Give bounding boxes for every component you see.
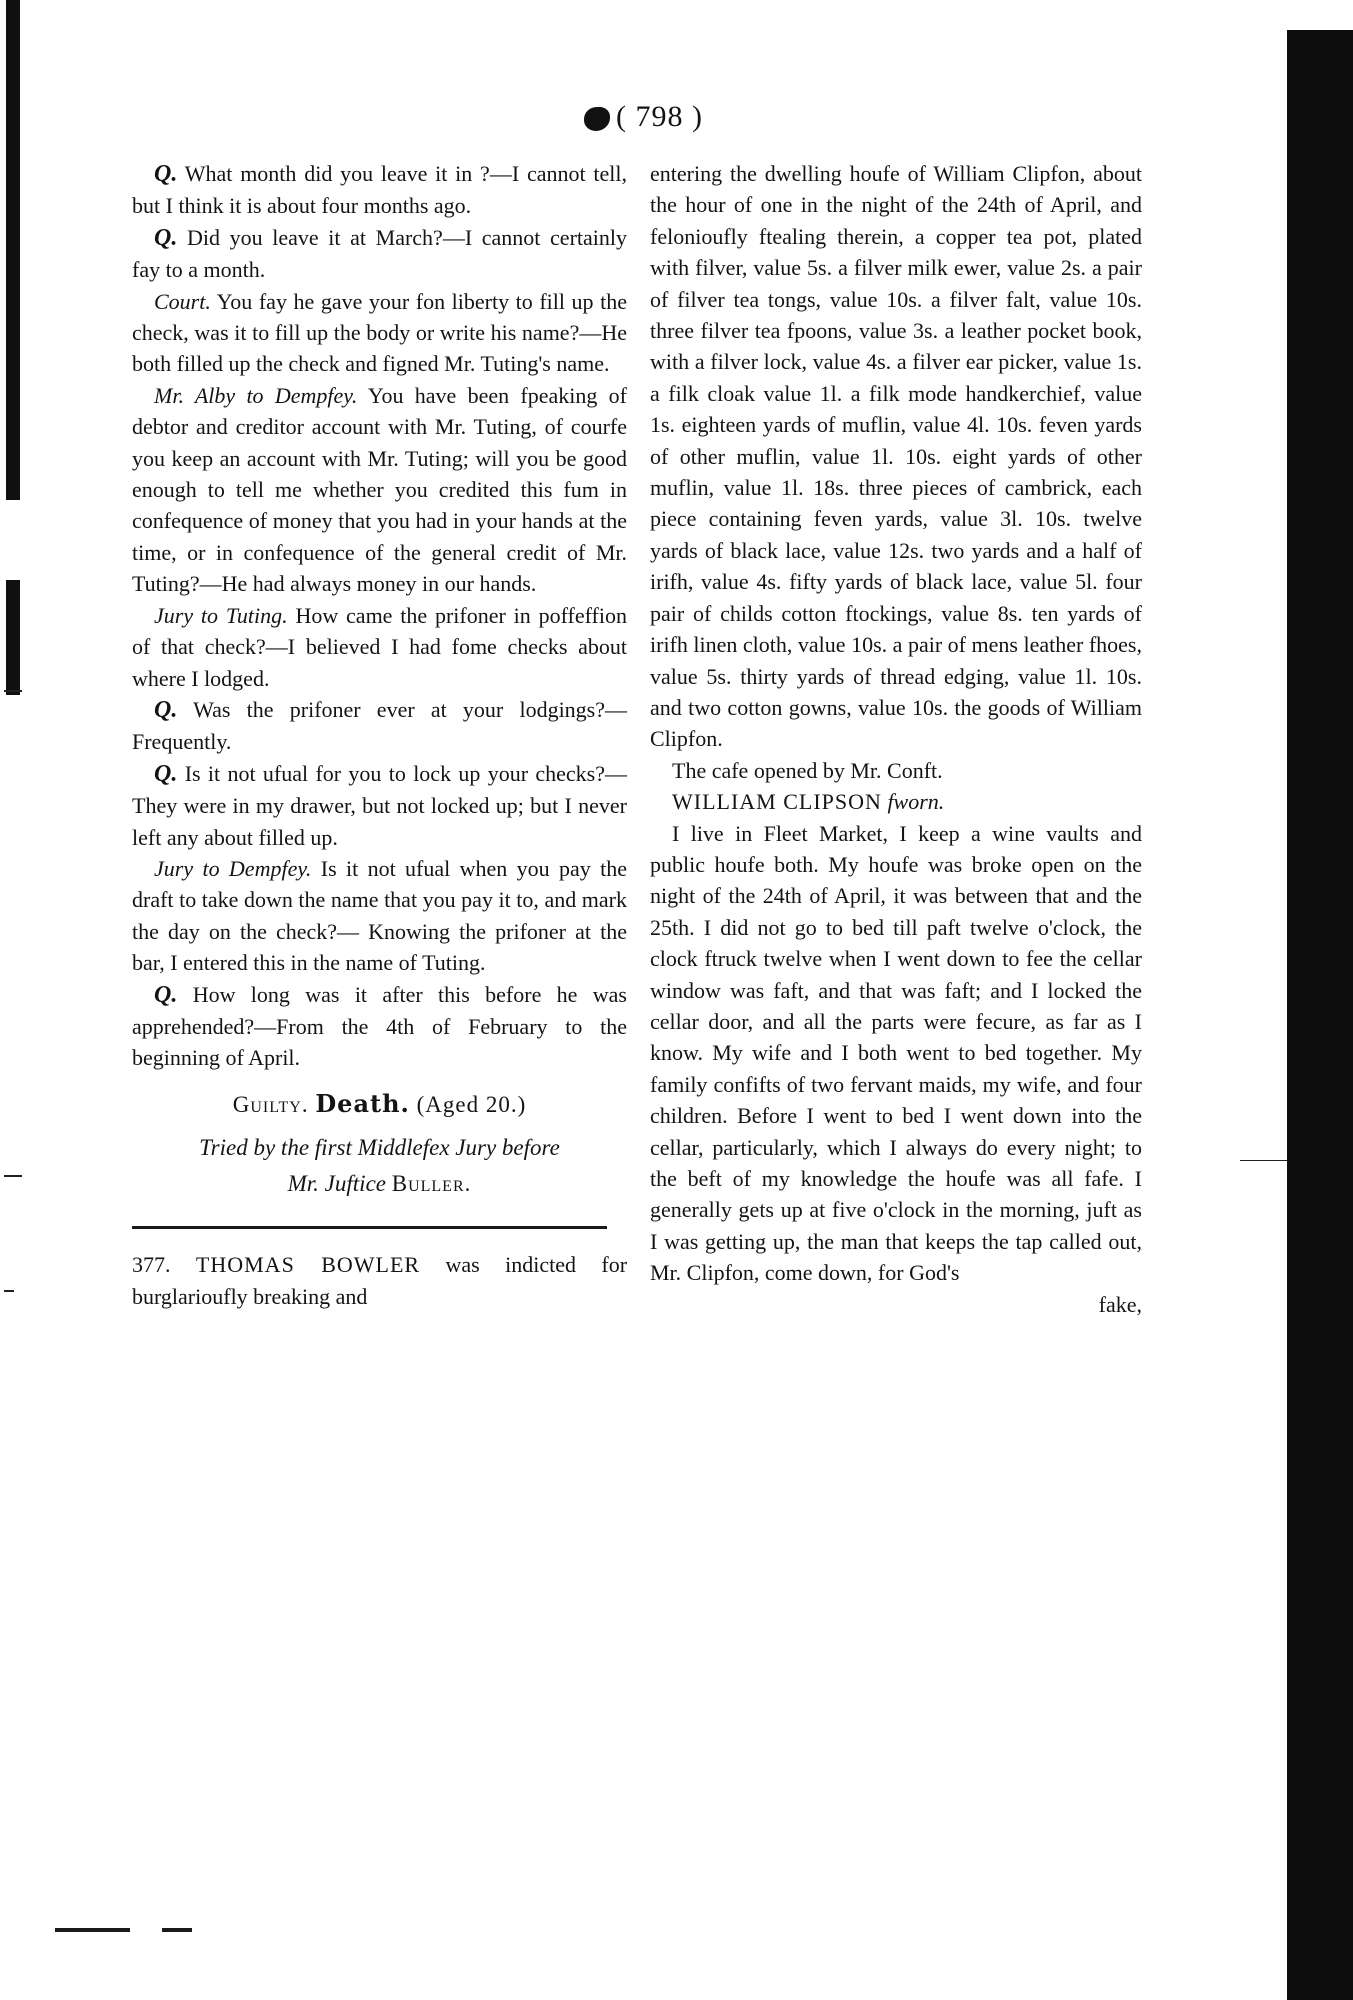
scan-mark bbox=[162, 1928, 192, 1932]
speaker: Jury to Dempfey. bbox=[154, 855, 312, 881]
ink-blot-icon bbox=[584, 107, 610, 131]
right-column bbox=[650, 158, 1142, 1320]
question-mark: Q. bbox=[154, 981, 178, 1008]
witness-heading bbox=[650, 786, 1142, 817]
defendant-name: THOMAS BOWLER bbox=[195, 1252, 421, 1278]
paragraph bbox=[132, 758, 627, 853]
speaker: Jury to Tuting. bbox=[154, 602, 288, 628]
question-mark: Q. bbox=[154, 161, 178, 187]
tried-line-2: Mr. Juftice bbox=[287, 1171, 386, 1197]
paragraph-text: Is it not ufual when you pay the draft to take down the name that you pay it to, and mark the day on the check?— Knowing the prifoner at the bar, I entered this in the name of Tuting. bbox=[132, 855, 627, 976]
scan-mark bbox=[55, 1928, 130, 1932]
paragraph-text: Did you leave it at March?—I cannot certainly fay to a month. bbox=[132, 224, 628, 283]
section-divider bbox=[132, 1226, 607, 1229]
paragraph-text: You fay he gave your fon liberty to fill up the check, was it to fill up the body or write his name?—He both filled up the check and figned Mr. Tuting's name. bbox=[132, 288, 627, 377]
question-mark: Q. bbox=[154, 696, 178, 723]
speaker: Court. bbox=[154, 288, 211, 314]
judge-name: Buller. bbox=[391, 1171, 472, 1197]
verdict bbox=[132, 1088, 627, 1120]
scan-edge-right bbox=[1287, 30, 1353, 2000]
left-column bbox=[132, 158, 627, 1312]
paragraph-text: How came the prifoner in poffeffion of that check?—I believed I had fome checks about where I lodged. bbox=[132, 602, 627, 691]
paragraph bbox=[132, 158, 627, 222]
scan-edge-left-top bbox=[6, 0, 20, 500]
case-opened: The cafe opened by Mr. Conft. bbox=[672, 757, 943, 783]
paragraph-text: You have been fpeaking of debtor and creditor account with Mr. Tuting, of courfe you keep an account with Mr. Tuting; will you be good enough to tell me whether you credited this fum in confequence of money that you had in your hands at the time, or in confequence of the general credit of Mr. Tuting?—He had always money in our hands. bbox=[132, 382, 628, 597]
testimony-paragraph: I live in Fleet Market, I keep a wine vaults and public houfe both. My houfe was broke open on the night of the 24th of April, it was between that and the 25th. I did not go to bed till paft twelve o'clock, the clock ftruck twelve when I went down to fee the cellar window was faft, and that was faft; and I locked the cellar door, and all the parts were fecure, as far as I know. My wife and I both went to bed together. My family confifts of two fervant maids, my wife, and four children. Before I went to bed I went down into the cellar, particularly, which I always do every night; to the beft of my knowledge the houfe was all fafe. I generally gets up at five o'clock in the morning, juft as I was getting up, the man that keeps the tap called out, Mr. Clipfon, come down, for God's bbox=[650, 820, 1142, 1286]
paragraph-text: How long was it after this before he was apprehended?—From the 4th of February to the beginning of April. bbox=[132, 981, 627, 1071]
verdict-sentence: Death. bbox=[315, 1088, 410, 1118]
tried-line-1: Tried by the first Middlefex Jury before bbox=[199, 1135, 560, 1161]
witness-sworn: fworn. bbox=[887, 789, 945, 815]
scan-tick bbox=[4, 1290, 14, 1292]
paragraph bbox=[132, 600, 627, 694]
paragraph bbox=[132, 853, 627, 979]
scan-tick bbox=[1240, 1160, 1287, 1161]
witness-name: WILLIAM CLIPSON bbox=[672, 789, 882, 815]
paragraph bbox=[132, 222, 627, 286]
verdict-guilty: Guilty. bbox=[232, 1091, 309, 1117]
question-mark: Q. bbox=[154, 760, 178, 787]
scan-tick bbox=[4, 690, 22, 692]
paragraph-text: Is it not ufual for you to lock up your checks?— They were in my drawer, but not locked up; but I never left any about filled up. bbox=[132, 760, 628, 850]
scan-tick bbox=[4, 1175, 22, 1177]
verdict-age: (Aged 20.) bbox=[416, 1091, 527, 1117]
page-header bbox=[0, 100, 1287, 134]
question-mark: Q. bbox=[154, 224, 178, 251]
case-number: 377. bbox=[132, 1252, 171, 1278]
speaker: Mr. Alby to Dempfey. bbox=[154, 382, 358, 408]
paragraph-text: What month did you leave it in ?—I cannot tell, but I think it is about four months ago. bbox=[132, 161, 627, 219]
paragraph bbox=[132, 286, 627, 380]
paragraph-text: Was the prifoner ever at your lodgings?—Frequently. bbox=[132, 696, 628, 755]
page-number: ( 798 ) bbox=[616, 100, 703, 133]
scan-edge-left-middle bbox=[6, 580, 20, 695]
catchword: fake, bbox=[1098, 1291, 1142, 1317]
paragraph-text: was indicted for burglarioufly breaking and bbox=[132, 1252, 628, 1309]
indictment-paragraph: entering the dwelling houfe of William Clipfon, about the hour of one in the night of the 24th of April, and felonioufly ftealing therein, a copper tea pot, plated with filver, value 5s. a filver milk ewer, value 2s. a pair of filver tea tongs, value 10s. a filver falt, value 10s. three filver tea fpoons, value 3s. a leather pocket book, with a filver lock, value 4s. a filver ear picker, value 1s. a filk cloak value 1l. a filk mode handkerchief, value 1s. eighteen yards of muflin, value 4l. 10s. feven yards of other muflin, value 1l. 10s. eight yards of other muflin, value 1l. 18s. three pieces of cambrick, each piece containing feven yards, value 3l. 10s. twelve yards of black lace, value 12s. two yards and a half of irifh, value 4s. fifty yards of black lace, value 5l. four pair of childs cotton ftockings, value 8s. ten yards of irifh linen cloth, value 10s. a pair of mens leather fhoes, value 5s. thirty yards of thread edging, value 1l. 10s. and two cotton gowns, value 10s. the goods of William Clipfon. bbox=[650, 161, 1142, 752]
tried-before bbox=[132, 1130, 627, 1202]
paragraph bbox=[132, 694, 627, 758]
paragraph bbox=[132, 380, 627, 600]
case-heading bbox=[132, 1249, 627, 1312]
paragraph bbox=[132, 979, 627, 1074]
